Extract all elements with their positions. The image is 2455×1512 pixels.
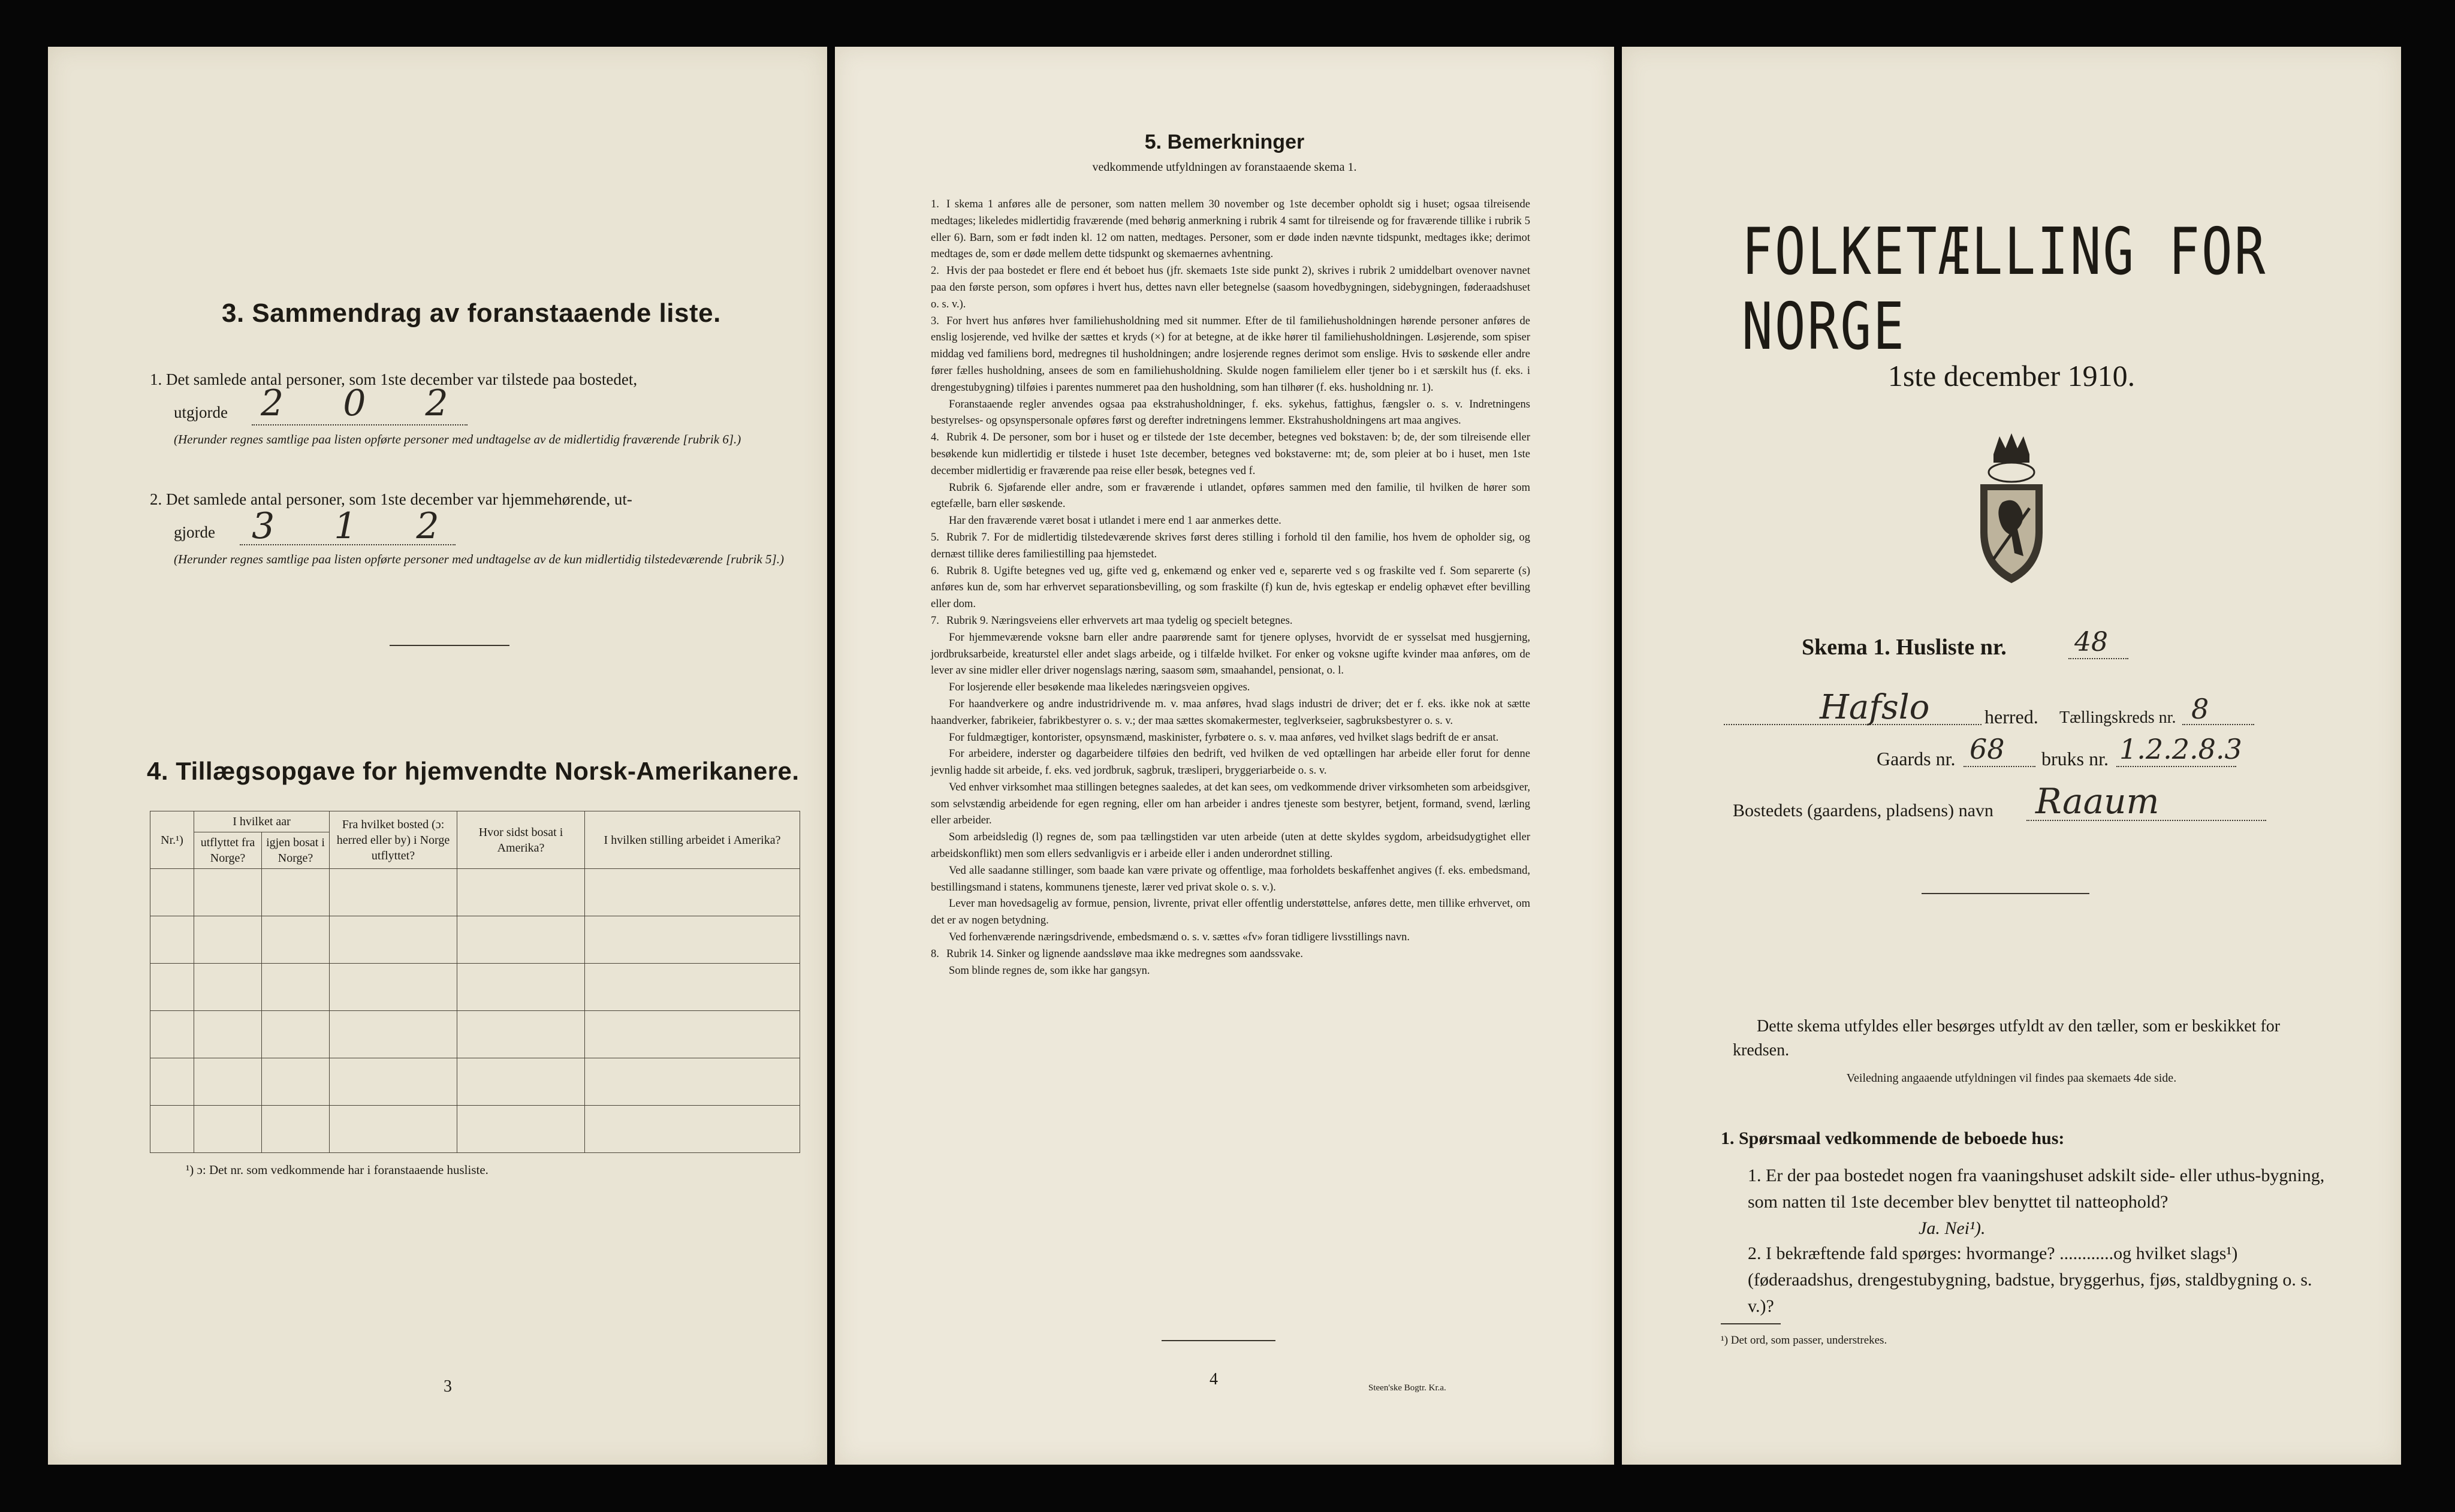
veiledning-text: Veiledning angaaende utfyldningen vil findes paa skemaets 4de side. (1846, 1072, 2177, 1085)
table-cell (262, 869, 330, 916)
section-3-title: 3. Sammendrag av foranstaaende liste. (222, 298, 721, 328)
table-cell (330, 1058, 457, 1106)
bruks-fill-line (2116, 766, 2236, 767)
coat-of-arms-icon (1970, 430, 2053, 586)
remark-paragraph (931, 613, 1530, 630)
table-cell (585, 964, 800, 1011)
herred-value: Hafslo (1820, 688, 1930, 727)
footnote-rule (1721, 1323, 1781, 1324)
table-cell (262, 1011, 330, 1058)
remarks-subtitle: vedkommende utfyldningen av foranstaaende skema 1. (1092, 161, 1357, 174)
divider (390, 645, 509, 646)
remark-paragraph (931, 963, 1530, 980)
printer-mark: Steen'ske Bogtr. Kr.a. (1368, 1383, 1446, 1393)
footnote: ¹) ɔ: Det nr. som vedkommende har i foranstaaende husliste. (186, 1163, 488, 1177)
table-cell (150, 869, 194, 916)
table-cell (330, 1106, 457, 1153)
table-cell (330, 1011, 457, 1058)
remark-text: Rubrik 8. Ugifte betegnes ved ug, gifte ved g, enkemænd og enker ved e, separerte ved s og fraskilte ved f. Som separerte (s) anføres kun de, som har erhvervet separationsbevilling, og som fraskilte (f) kun de, hvis egteskap er endelig ophævet efter bevilling eller dom. (931, 565, 1530, 611)
remark-text: For haandverkere og andre industridrivende m. v. maa anføres, hvad slags industri de driver; det er f. eks. ikke nok at sætte haandverker, fabrikeier, fabrikbestyrer o. s. v.; der maa sættes skomakermester, teglverkseier, sagbruksbestyrer o. s. v. (931, 698, 1530, 727)
remark-text: Som blinde regnes de, som ikke har gangsyn. (949, 964, 1150, 977)
table-cell (585, 869, 800, 916)
remark-text: Hvis der paa bostedet er flere end ét beboet hus (jfr. skemaets 1ste side punkt 2), skrives i rubrik 2 umiddelbart ovenover navnet paa den første person, som opføres i hvert hus, dettes navn eller betegnelse (saasom hovedbygningen, sidebygningen, føderaadshuset o. s. v.). (931, 265, 1530, 310)
remark-text: For arbeidere, inderster og dagarbeidere tilføies den bedrift, ved hvilken de ved optællingen har arbeide eller forut for denne jevnlig hadde sit arbeide, f. eks. ved jordbruk, sagbruk, træsliperi, bryggeriarbeide o. s. v. (931, 748, 1530, 777)
kreds-label: Tællingskreds nr. (2059, 708, 2176, 727)
intro-text: Dette skema utfyldes eller besørges utfyldt av den tæller, som er beskikket for kredsen. (1733, 1017, 2281, 1060)
footnote: ¹) Det ord, som passer, understrekes. (1721, 1334, 1887, 1347)
table-cell (457, 869, 585, 916)
section-4-title: 4. Tillægsopgave for hjemvendte Norsk-Amerikanere. (147, 757, 800, 785)
remark-paragraph (931, 929, 1530, 946)
remark-number: 5. (931, 531, 939, 544)
remark-number: 8. (931, 947, 939, 960)
sec3-item2-note: (Herunder regnes samtlige paa listen opførte personer med undtagelse av de kun midlertidig tilstedeværende [rubrik 5].) (174, 552, 784, 566)
remark-paragraph (931, 680, 1530, 696)
remark-text: Rubrik 4. De personer, som bor i huset og er tilstede der 1ste december, betegnes ved bokstaven: b; de, der som tilreisende eller besøkende kun midlertidig er tilstede i huset 1ste december, betegnes ved bokstaverne: mt; de, som pleier at bo i huset, men 1ste december midlertidig er fraværende paa reise eller besøk, betegnes ved f. (931, 431, 1530, 477)
document-title: FOLKETÆLLING FOR NORGE (1742, 215, 2267, 364)
table-cell (330, 869, 457, 916)
remark-paragraph (931, 397, 1530, 430)
col-utflyttet: utflyttet fra Norge? (194, 832, 262, 869)
gaards-label: Gaards nr. (1877, 748, 1956, 769)
remark-paragraph (931, 946, 1530, 963)
remark-paragraph (931, 730, 1530, 747)
remark-paragraph (931, 263, 1530, 313)
table-cell (150, 1106, 194, 1153)
norsk-amerikanere-table (150, 811, 800, 1153)
remark-text: Ved forhenværende næringsdrivende, embedsmænd o. s. v. sættes «fv» foran tidligere livsstillings navn. (949, 931, 1410, 944)
sec3-item1-text: 1. Det samlede antal personer, som 1ste december var tilstede paa bostedet, (150, 370, 638, 388)
table-cell (457, 964, 585, 1011)
remark-paragraph (931, 829, 1530, 863)
question-1-answer: Ja. Nei¹). (1919, 1218, 1986, 1238)
table-row (150, 1106, 800, 1153)
husliste-fill-line (2068, 658, 2128, 659)
remark-paragraph (931, 630, 1530, 680)
table-row (150, 1011, 800, 1058)
sec3-item2-value: 3 1 2 (252, 505, 463, 547)
remark-paragraph (931, 430, 1530, 479)
gaards-value: 68 (1970, 733, 2005, 765)
gaards-fill-line (1964, 766, 2035, 767)
remark-text: Foranstaaende regler anvendes ogsaa paa ekstrahusholdninger, f. eks. sykehus, fattighus, fængsler o. s. v. Indretningens bestyrelses- og opsynspersonale opføres først og derefter indretningens lemmer. Ekstrahusholdningens art maa angives. (931, 398, 1530, 427)
page-middle (835, 47, 1614, 1465)
col-year-group: I hvilket aar (194, 811, 330, 832)
col-sidst-bosat: Hvor sidst bosat i Amerika? (457, 811, 585, 869)
remark-text: Rubrik 9. Næringsveiens eller erhvervets art maa tydelig og specielt betegnes. (946, 614, 1293, 627)
table-cell (194, 916, 262, 964)
table-cell (457, 916, 585, 964)
kreds-value: 8 (2191, 693, 2209, 725)
remark-paragraph (931, 780, 1530, 829)
table-body (150, 869, 800, 1153)
remark-text: For hvert hus anføres hver familiehusholdning med sit nummer. Efter de til familiehusholdningen hørende personer anføres de enslig losjerende, ved hvilke der sættes et kryds (×) for at betegne, at de ikke hører til familiehusholdningen. Løsjerende, som spiser middag ved familiens bord, medregnes til husholdningen; andre losjerende regnes derimot som enslige. Hvis to søskende eller andre fører fælles husholdning, ansees de som en familiehusholdning. Skulde nogen familielem eller tjener bo i et særskilt hus (f. eks. i drengestubygning) tilføies i parentes nummeret paa den husholdning, som han tilhører (f. eks. husholdning nr. 1). (931, 315, 1530, 394)
remark-text: Rubrik 7. For de midlertidig tilstedeværende skrives først deres stilling i forhold til den familie, hos hvem de opholder sig, og dernæst tillike deres familiestilling paa hjemstedet. (931, 531, 1530, 560)
page-number: 4 (1210, 1370, 1218, 1389)
remark-text: For losjerende eller besøkende maa likeledes næringsveien opgives. (949, 681, 1250, 694)
table-cell (585, 1106, 800, 1153)
remark-paragraph (931, 563, 1530, 613)
bosted-label: Bostedets (gaardens, pladsens) navn (1733, 801, 1993, 820)
bosted-value: Raaum (2035, 781, 2160, 822)
col-stilling: I hvilken stilling arbeidet i Amerika? (585, 811, 800, 869)
questions-title: 1. Spørsmaal vedkommende de beboede hus: (1721, 1128, 2065, 1148)
table-row (150, 916, 800, 964)
table-row (150, 869, 800, 916)
remark-number: 6. (931, 565, 939, 577)
remark-text: For fuldmægtiger, kontorister, opsynsmænd, maskinister, fyrbøtere o. s. v. maa anføres, ved hvilket slags bedrift de er ansat. (949, 731, 1499, 744)
remark-paragraph (931, 513, 1530, 530)
table-cell (457, 1058, 585, 1106)
herred-fill-line (1724, 724, 1982, 725)
remark-text: Lever man hovedsagelig av formue, pension, livrente, privat eller offentlig understøttelse, anføres dette, men tillike erhvervet, om det er av nogen betydning. (931, 898, 1530, 927)
table-cell (330, 964, 457, 1011)
remark-text: Rubrik 14. Sinker og lignende aandssløve maa ikke medregnes som aandssvake. (946, 947, 1303, 960)
question-2: 2. I bekræftende fald spørges: hvormange? ............og hvilket slags¹) (føderaadshus, drengestubygning, badstue, bryggerhus, fjøs, staldbygning o. s. v.)? (1748, 1244, 2312, 1316)
table-cell (585, 1058, 800, 1106)
remark-paragraph (931, 896, 1530, 929)
remark-paragraph (931, 746, 1530, 780)
remark-paragraph (931, 480, 1530, 514)
table-cell (262, 916, 330, 964)
table-cell (262, 1106, 330, 1153)
sec3-item1-value: 2 0 2 (261, 382, 472, 424)
table-cell (150, 964, 194, 1011)
remarks-body (931, 197, 1530, 979)
table-cell (150, 1058, 194, 1106)
question-1: 1. Er der paa bostedet nogen fra vaaningshuset adskilt side- eller uthus-bygning, som natten til 1ste december blev benyttet til natteophold? (1748, 1166, 2325, 1212)
remark-text: Har den fraværende været bosat i utlandet i mere end 1 aar anmerkes dette. (949, 515, 1281, 527)
table-cell (585, 916, 800, 964)
bottom-divider (1162, 1340, 1275, 1341)
sec3-item2-text: 2. Det samlede antal personer, som 1ste december var hjemmehørende, ut- (150, 490, 632, 508)
remark-text: Ved enhver virksomhet maa stillingen betegnes saaledes, at det kan sees, om vedkommende driver virksomheten som arbeidsgiver, som selvstændig arbeidende for egen regning, eller om han arbeider i andres tjeneste som bestyrer, betjent, formand, svend, lærling eller arbeider. (931, 781, 1530, 827)
remark-text: Rubrik 6. Sjøfarende eller andre, som er fraværende i utlandet, opføres sammen med den familie, til hvilken de hører som egtefælle, barn eller søskende. (931, 481, 1530, 511)
sec3-item1-utgjorde: utgjorde (174, 403, 228, 421)
sec3-item1-note: (Herunder regnes samtlige paa listen opførte personer med undtagelse av de midlertidig fraværende [rubrik 6].) (174, 432, 741, 446)
skema-label: Skema 1. Husliste nr. (1802, 635, 2007, 660)
table-cell (194, 1058, 262, 1106)
table-cell (330, 916, 457, 964)
remark-paragraph (931, 696, 1530, 730)
col-nr: Nr.¹) (150, 811, 194, 869)
col-igjen: igjen bosat i Norge? (262, 832, 330, 869)
bosted-fill-line (2026, 820, 2266, 821)
table-cell (194, 1011, 262, 1058)
kreds-fill-line (2182, 724, 2254, 725)
table-cell (262, 1058, 330, 1106)
herred-label: herred. (1984, 706, 2038, 728)
table-cell (150, 916, 194, 964)
remark-text: Ved alle saadanne stillinger, som baade kan være private og offentlige, maa forholdets beskaffenhet angives (f. eks. embedsmand, bestillingsmand i statens, kommunens tjeneste, lærer ved privat skole o. s. v.). (931, 864, 1530, 894)
table-cell (457, 1011, 585, 1058)
col-fra-bosted: Fra hvilket bosted (ɔ: herred eller by) i Norge utflyttet? (330, 811, 457, 869)
ornament-divider (1922, 893, 2089, 894)
table-cell (585, 1011, 800, 1058)
bruks-label: bruks nr. (2041, 748, 2109, 769)
remark-text: For hjemmeværende voksne barn eller andre paarørende samt for tjenere oplyses, hvorvidt de er sysselsat med husgjerning, jordbruksarbeide, kreaturstel eller andet slags arbeide, og i tilfælde hvilket. For enker og voksne ugifte kvinder maa anføres, om de lever av sine midler eller driver nogenslags næring, saasom søm, smaahandel, pensionat, o. l. (931, 631, 1530, 677)
remarks-title: 5. Bemerkninger (1144, 131, 1305, 153)
sec3-item2-utgjorde: gjorde (174, 523, 215, 541)
table-cell (194, 964, 262, 1011)
table-cell (194, 869, 262, 916)
remark-number: 3. (931, 315, 939, 327)
remark-text: Som arbeidsledig (l) regnes de, som paa tællingstiden var uten arbeide (uten at dette skyldes sygdom, arbeidsudygtighet eller arbeidskonflikt) men som ellers sedvanligvis er i arbeide eller i anden underordnet stilling. (931, 831, 1530, 861)
remark-paragraph (931, 863, 1530, 897)
census-date: 1ste december 1910. (1887, 359, 2136, 393)
remark-paragraph (931, 197, 1530, 263)
husliste-nr: 48 (2074, 627, 2108, 657)
table-row (150, 964, 800, 1011)
remark-number: 4. (931, 431, 939, 444)
table-cell (150, 1011, 194, 1058)
page-right (1622, 47, 2401, 1465)
remark-number: 1. (931, 198, 939, 210)
table-cell (457, 1106, 585, 1153)
remark-paragraph (931, 313, 1530, 397)
sec3-item2-fill-line (240, 544, 456, 545)
sec3-item1-fill-line (252, 424, 468, 425)
remark-number: 2. (931, 265, 939, 277)
remark-paragraph (931, 530, 1530, 563)
page-left (48, 47, 827, 1465)
table-cell (262, 964, 330, 1011)
remark-text: I skema 1 anføres alle de personer, som natten mellem 30 november og 1ste december opholdt sig i huset; ogsaa tilreisende medtages; likeledes midlertidig fraværende (med behørig anmerkning i rubrik 4 samt for tilreisende og for fraværende tillike i rubrik 5 eller 6). Barn, som er født inden kl. 12 om natten, medtages. Personer, som er døde inden nævnte tidspunkt, medtages ikke; derimot medtages de, som er døde mellem dette tidspunkt og skemaernes avhentning. (931, 198, 1530, 261)
table-cell (194, 1106, 262, 1153)
bruks-value: 1.2.2.8.3 (2119, 733, 2242, 765)
page-number: 3 (444, 1377, 452, 1396)
remark-number: 7. (931, 614, 939, 627)
table-row (150, 1058, 800, 1106)
